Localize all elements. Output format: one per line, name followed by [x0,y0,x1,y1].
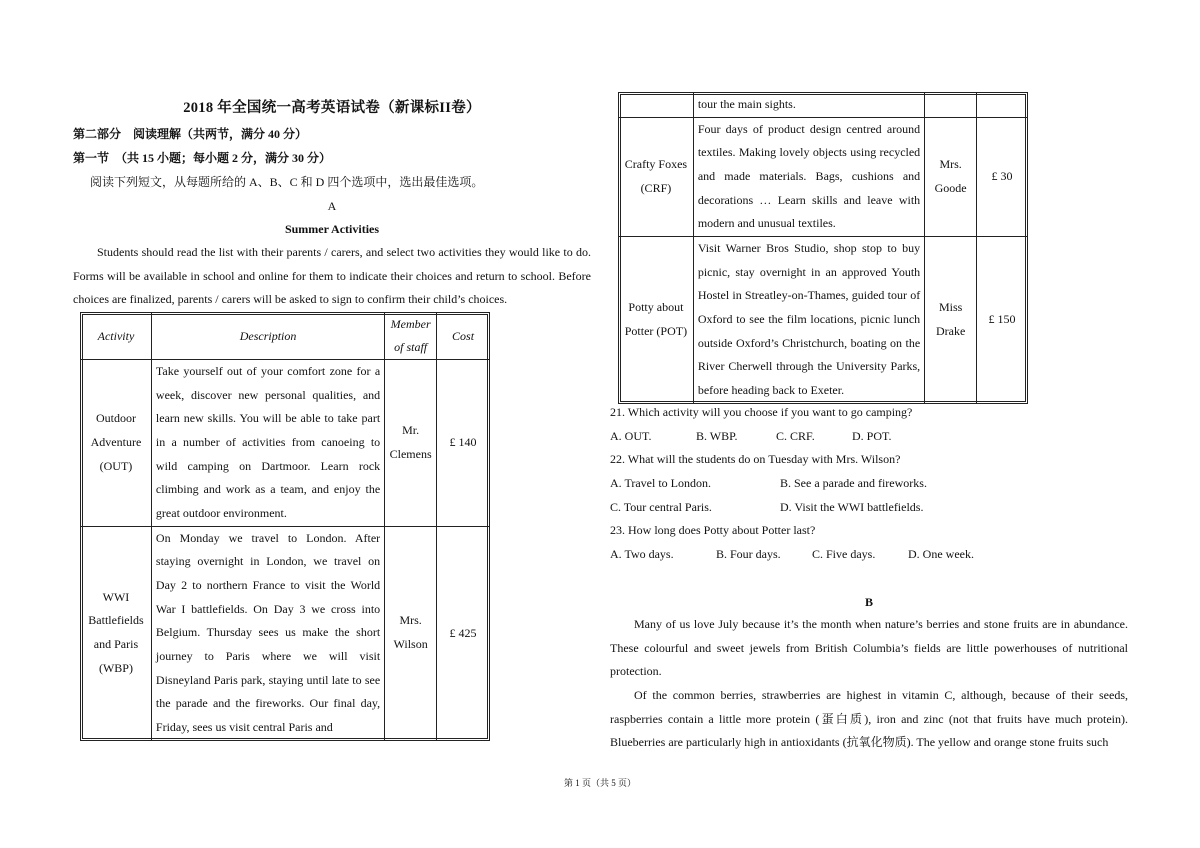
question-21-option-b: B. WBP. [696,429,738,443]
table-row [619,93,1028,118]
question-23-option-a: A. Two days. [610,547,674,561]
description-cell: Four days of product design centred around textiles. Making lovely objects using recycled and made materials. Bags, cushions and decorations … Learn skills and leave with modern and unusual textiles. [693,117,924,236]
table-row [81,526,490,740]
member-cell: Mrs. Wilson [385,526,437,740]
header-cost: Cost [437,313,490,360]
question-21-option-d: D. POT. [852,429,892,443]
exam-title: 2018 年全国统一高考英语试卷（新课标II卷） [183,100,481,116]
question-22-option-c: C. Tour central Paris. [610,500,712,514]
question-22-option-b: B. See a parade and fireworks. [780,476,927,490]
activities-table-right [618,92,1028,404]
header-activity: Activity [81,313,152,360]
instruction: 阅读下列短文，从每题所给的 A、B、C 和 D 四个选项中，选出最佳选项。 [90,175,484,189]
cost-cell: £ 30 [977,117,1028,236]
table-row [619,236,1028,403]
question-23: 23. How long does Potty about Potter last? [610,523,816,537]
table-header-row [81,313,490,360]
header-description: Description [151,313,384,360]
section-heading: 第一节 （共 15 小题；每小题 2 分，满分 30 分） [73,151,332,165]
member-cell: Miss Drake [925,236,977,403]
table-row [81,360,490,527]
description-cell: Visit Warner Bros Studio, shop stop to buy picnic, stay overnight in an approved Youth Hostel in Streatley-on-Thames, guided tour of Oxford to see the film locations, picnic lunch outside Oxford’s Christchurch, boating on the River Cherwell through the University Parks, before heading back to Exeter. [693,236,924,403]
description-cell: On Monday we travel to London. After staying overnight in London, we travel on Day 2 to northern France to visit the World War I battlefields. On Day 3 we cross into Belgium. Thursday sees us make the short journey to Paris where we will visit Disneyland Paris park, staying until late to see the parade and the fireworks. Our final day, Friday, sees us visit central Paris and [151,526,384,740]
member-cell [925,93,977,118]
question-22-option-d: D. Visit the WWI battlefields. [780,500,924,514]
member-cell: Mrs. Goode [925,117,977,236]
member-cell: Mr. Clemens [385,360,437,527]
header-member: Member of staff [385,313,437,360]
page-footer: 第 1 页（共 5 页） [563,778,636,788]
passage-b-letter: B [864,595,873,609]
cost-cell: £ 150 [977,236,1028,403]
description-cell: Take yourself out of your comfort zone for a week, discover new personal qualities, and learn new skills. You will be able to take part in a number of activities from canoeing to wild camping on Dartmoor. Learn rock climbing and work as a team, and enjoy the great outdoor environment. [151,360,384,527]
cost-cell: £ 140 [437,360,490,527]
question-23-option-b: B. Four days. [716,547,781,561]
cost-cell [977,93,1028,118]
question-22: 22. What will the students do on Tuesday with Mrs. Wilson? [610,452,901,466]
question-22-option-a: A. Travel to London. [610,476,712,490]
question-21: 21. Which activity will you choose if you want to go camping? [610,405,913,419]
activity-cell: WWI Battlefields and Paris (WBP) [81,526,152,740]
activity-cell [619,93,694,118]
passage-a-intro: Students should read the list with their parents / carers, and select two activities they would like to do. Forms will be available in school and online for them to indicate their choices and return to school. Before choices are finalized, parents / carers will be asked to sign to confirm their child’s choices. [73,245,591,307]
activities-table-left [80,312,490,741]
passage-a-letter: A [327,199,337,213]
question-23-option-d: D. One week. [908,547,974,561]
passage-b-paragraph-1: Many of us love July because it’s the month when nature’s berries and stone fruits are in abundance. These colourful and sweet jewels from British Columbia’s fields are little powerhouses of nutritional protection. [610,617,1128,679]
part-heading: 第二部分 阅读理解（共两节，满分 40 分） [73,127,308,141]
passage-a-title: Summer Activities [284,222,380,236]
question-21-option-c: C. CRF. [776,429,815,443]
question-23-option-c: C. Five days. [812,547,876,561]
passage-b-paragraph-2: Of the common berries, strawberries are highest in vitamin C, although, because of their seeds, raspberries contain a little more protein (蛋白质), iron and zinc (not that fruits have much protein). Blueberries are particularly high in antioxidants (抗氧化物质). The yellow and orange stone fruits such [610,688,1128,750]
activity-cell: Crafty Foxes (CRF) [619,117,694,236]
cost-cell: £ 425 [437,526,490,740]
activity-cell: Outdoor Adventure (OUT) [81,360,152,527]
description-cell: tour the main sights. [693,93,924,118]
question-21-option-a: A. OUT. [610,429,652,443]
activity-cell: Potty about Potter (POT) [619,236,694,403]
table-row [619,117,1028,236]
